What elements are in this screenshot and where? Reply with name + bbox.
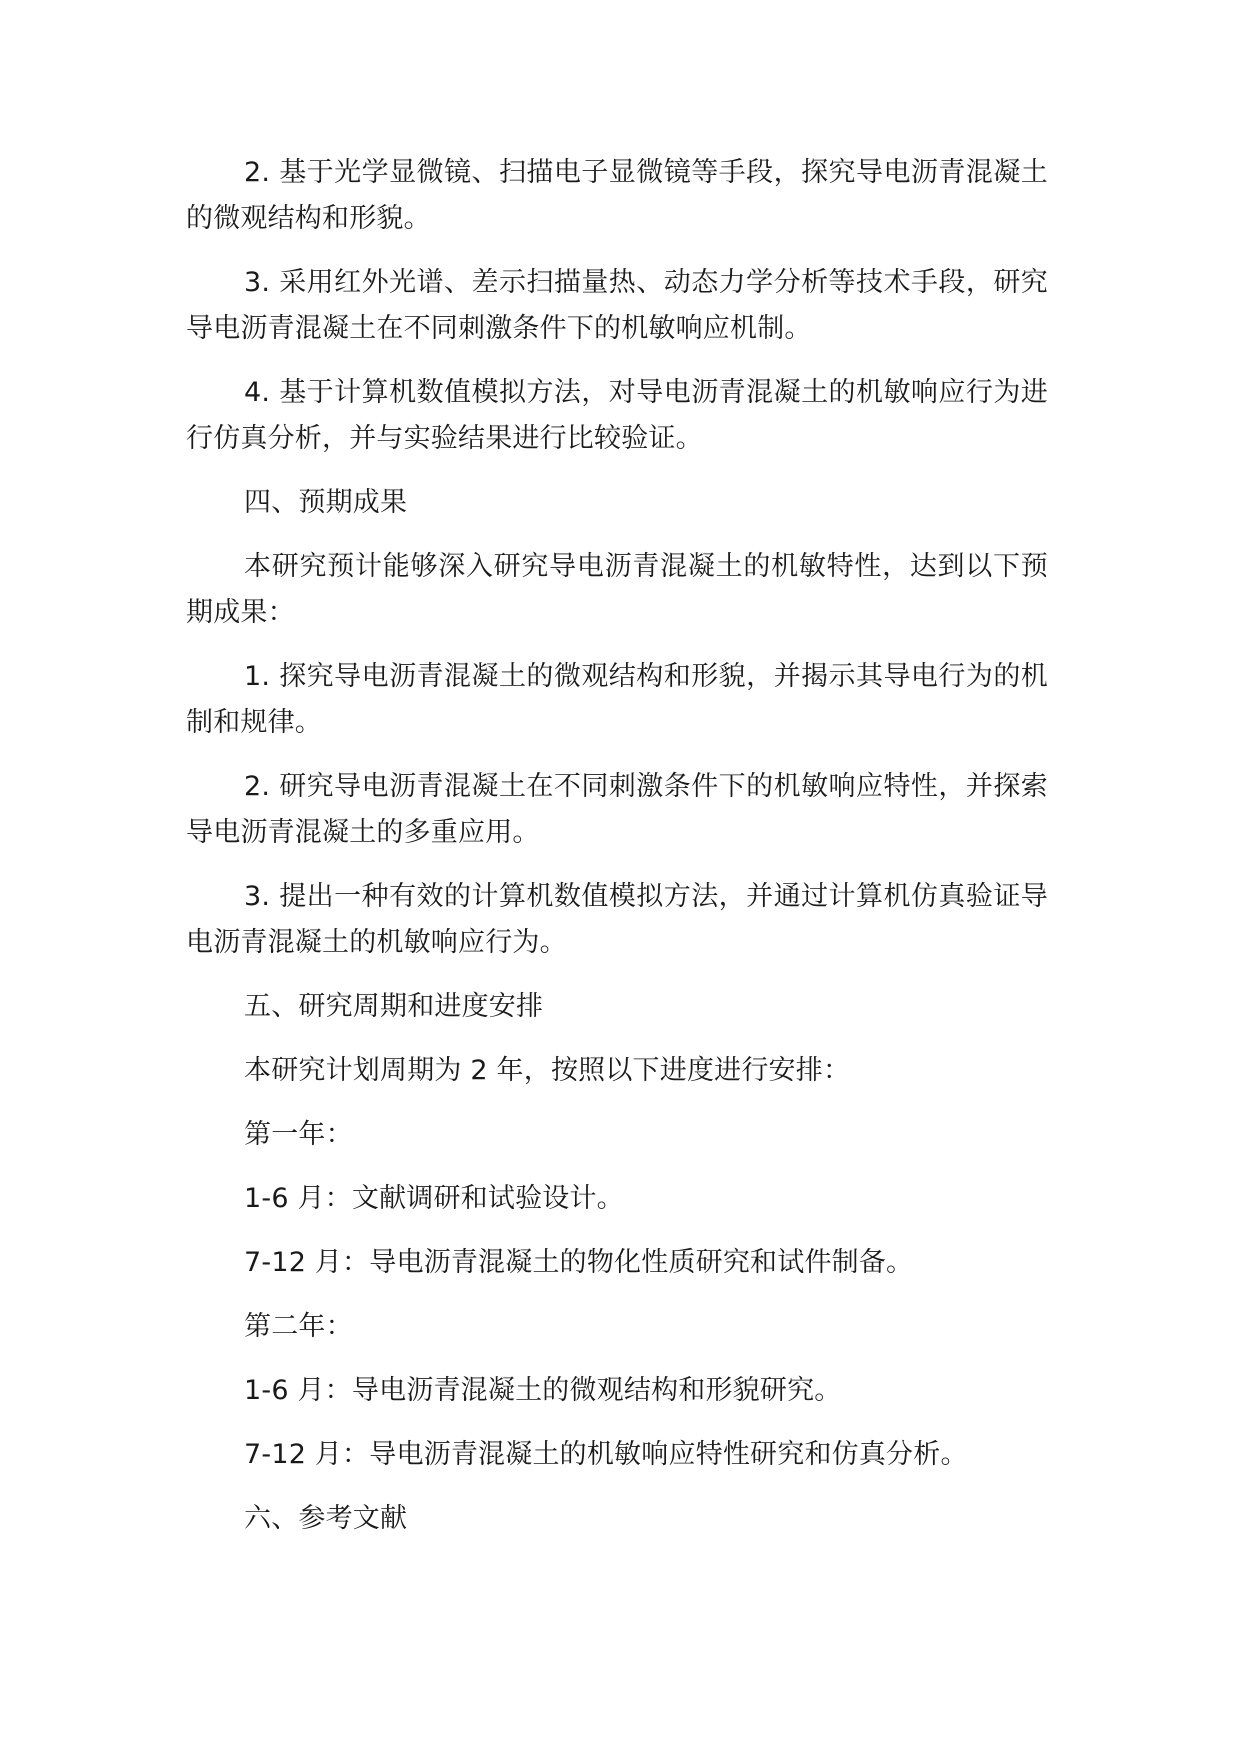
section-heading-references: 六、参考文献 [244, 1503, 408, 1534]
paragraph-expected-intro: 本研究预计能够深入研究导电沥青混凝土的机敏特性，达到以下预期成果： [186, 551, 1048, 628]
paragraph-expected-3: 3. 提出一种有效的计算机数值模拟方法，并通过计算机仿真验证导电沥青混凝土的机敏响应行为。 [186, 881, 1048, 958]
section-heading-expected-results: 四、预期成果 [244, 487, 408, 518]
section-heading-schedule: 五、研究周期和进度安排 [244, 991, 544, 1022]
paragraph-expected-1: 1. 探究导电沥青混凝土的微观结构和形貌，并揭示其导电行为的机制和规律。 [186, 661, 1048, 738]
paragraph-schedule-intro: 本研究计划周期为 2 年，按照以下进度进行安排： [244, 1055, 851, 1086]
paragraph-method-2: 2. 基于光学显微镜、扫描电子显微镜等手段，探究导电沥青混凝土的微观结构和形貌。 [186, 157, 1048, 234]
paragraph-method-4: 4. 基于计算机数值模拟方法，对导电沥青混凝土的机敏响应行为进行仿真分析，并与实验结果进行比较验证。 [186, 377, 1048, 454]
schedule-item: 1-6 月：文献调研和试验设计。 [244, 1183, 624, 1214]
schedule-item: 7-12 月：导电沥青混凝土的物化性质研究和试件制备。 [244, 1247, 914, 1278]
schedule-item: 1-6 月：导电沥青混凝土的微观结构和形貌研究。 [244, 1375, 842, 1406]
schedule-item: 7-12 月：导电沥青混凝土的机敏响应特性研究和仿真分析。 [244, 1439, 968, 1470]
document-page [186, 150, 1048, 1560]
schedule-year-2: 第二年： [244, 1311, 353, 1342]
schedule-year-1: 第一年： [244, 1119, 353, 1150]
paragraph-expected-2: 2. 研究导电沥青混凝土在不同刺激条件下的机敏响应特性，并探索导电沥青混凝土的多重应用。 [186, 771, 1048, 848]
paragraph-method-3: 3. 采用红外光谱、差示扫描量热、动态力学分析等技术手段，研究导电沥青混凝土在不同刺激条件下的机敏响应机制。 [186, 267, 1048, 344]
